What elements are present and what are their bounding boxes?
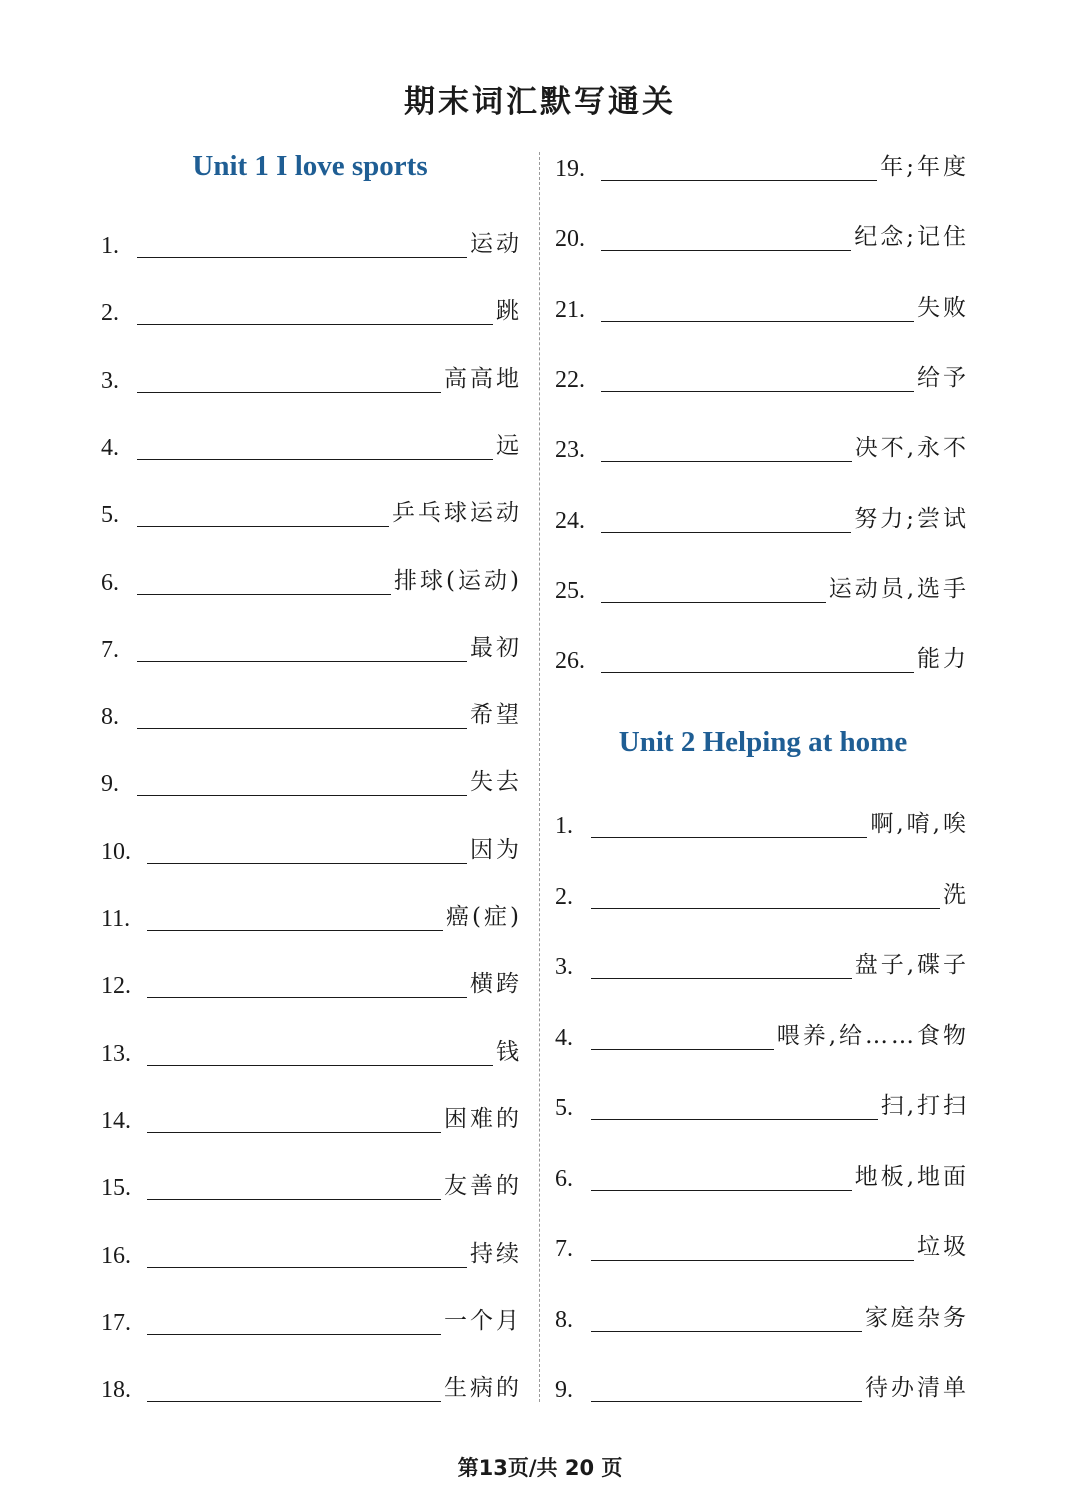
item-number: 10. <box>101 838 131 865</box>
item-number: 8. <box>555 1306 573 1333</box>
item-number: 3. <box>555 954 573 980</box>
answer-blank[interactable] <box>147 997 467 998</box>
item-number: 15. <box>101 1175 131 1202</box>
vocab-item <box>101 1297 522 1337</box>
vocab-item <box>101 1095 522 1135</box>
item-number: 9. <box>555 1377 573 1403</box>
item-number: 8. <box>101 704 119 731</box>
item-meaning: 家庭杂务 <box>865 1304 969 1331</box>
item-meaning: 待办清单 <box>865 1375 969 1401</box>
answer-blank[interactable] <box>591 1401 862 1402</box>
vocab-item <box>101 624 522 664</box>
item-number: 17. <box>101 1309 131 1336</box>
answer-blank[interactable] <box>137 661 467 662</box>
item-number: 3. <box>101 367 119 394</box>
answer-blank[interactable] <box>137 795 467 796</box>
item-meaning: 远 <box>496 432 522 459</box>
vocab-item <box>555 424 969 464</box>
item-number: 6. <box>555 1165 573 1192</box>
column-divider <box>539 152 540 1402</box>
answer-blank[interactable] <box>591 1119 878 1120</box>
item-meaning: 希望 <box>470 702 522 729</box>
item-number: 9. <box>101 771 119 798</box>
item-meaning: 一个月 <box>444 1307 522 1334</box>
item-meaning: 扫,打扫 <box>880 1093 969 1119</box>
answer-blank[interactable] <box>601 321 914 322</box>
vocab-item <box>555 1082 969 1122</box>
item-meaning: 生病的 <box>444 1375 522 1402</box>
item-number: 11. <box>101 906 131 932</box>
item-meaning: 困难的 <box>444 1105 522 1132</box>
vocab-item <box>555 635 969 675</box>
item-meaning: 运动员,选手 <box>828 575 969 602</box>
item-meaning: 垃圾 <box>917 1234 969 1260</box>
vocab-item <box>101 893 522 933</box>
item-number: 25. <box>555 577 585 604</box>
answer-blank[interactable] <box>147 1132 441 1133</box>
item-meaning: 努力;尝试 <box>854 505 969 532</box>
answer-blank[interactable] <box>137 594 391 595</box>
item-meaning: 给予 <box>917 364 969 391</box>
unit2-heading: Unit 2 Helping at home <box>618 726 908 758</box>
item-meaning: 钱 <box>496 1038 522 1065</box>
answer-blank[interactable] <box>601 180 877 181</box>
item-meaning: 喂养,给……食物 <box>776 1022 969 1049</box>
vocab-item <box>555 1012 969 1052</box>
item-number: 22. <box>555 366 585 393</box>
answer-blank[interactable] <box>147 863 467 864</box>
answer-blank[interactable] <box>147 930 443 931</box>
vocab-item <box>555 354 969 394</box>
vocab-item <box>101 1028 522 1068</box>
answer-blank[interactable] <box>591 908 940 909</box>
item-meaning: 乒乓球运动 <box>392 500 522 527</box>
answer-blank[interactable] <box>147 1199 441 1200</box>
vocab-item <box>101 1162 522 1202</box>
vocab-item <box>101 355 522 395</box>
item-number: 21. <box>555 296 585 323</box>
item-meaning: 能力 <box>917 646 969 673</box>
item-meaning: 高高地 <box>444 365 522 392</box>
answer-blank[interactable] <box>137 728 467 729</box>
item-meaning: 地板,地面 <box>854 1163 969 1190</box>
item-meaning: 友善的 <box>444 1173 522 1200</box>
item-number: 7. <box>101 636 119 663</box>
item-number: 19. <box>555 156 585 182</box>
answer-blank[interactable] <box>601 672 914 673</box>
page-title: 期末词汇默写通关 <box>404 84 676 120</box>
item-meaning: 失败 <box>917 294 969 321</box>
answer-blank[interactable] <box>147 1401 441 1402</box>
item-meaning: 运动 <box>470 231 522 257</box>
answer-blank[interactable] <box>137 459 493 460</box>
vocab-item <box>555 871 969 911</box>
answer-blank[interactable] <box>147 1267 467 1268</box>
vocab-item <box>101 1230 522 1270</box>
vocab-item <box>101 691 522 731</box>
answer-blank[interactable] <box>591 1331 862 1332</box>
item-meaning: 持续 <box>470 1240 522 1267</box>
item-number: 4. <box>101 434 119 461</box>
item-meaning: 决不,永不 <box>854 435 969 462</box>
vocab-item <box>555 284 969 324</box>
answer-blank[interactable] <box>601 461 852 462</box>
item-meaning: 啊,唷,唉 <box>870 811 969 837</box>
item-number: 26. <box>555 648 585 675</box>
answer-blank[interactable] <box>137 526 389 527</box>
item-meaning: 癌(症) <box>446 904 522 930</box>
item-number: 2. <box>101 300 119 327</box>
answer-blank[interactable] <box>601 602 826 603</box>
item-number: 5. <box>555 1095 573 1121</box>
vocab-item <box>555 1364 969 1404</box>
answer-blank[interactable] <box>601 391 914 392</box>
item-meaning: 最初 <box>470 634 522 661</box>
item-number: 2. <box>555 883 573 910</box>
answer-blank[interactable] <box>601 250 851 251</box>
item-number: 12. <box>101 973 131 1000</box>
item-meaning: 年;年度 <box>880 154 969 180</box>
item-number: 7. <box>555 1236 573 1262</box>
vocab-item <box>101 489 522 529</box>
answer-blank[interactable] <box>591 1260 914 1261</box>
answer-blank[interactable] <box>137 324 493 325</box>
item-number: 16. <box>101 1242 131 1269</box>
vocab-item <box>101 220 522 260</box>
answer-blank[interactable] <box>137 392 441 393</box>
vocab-item <box>101 1364 522 1404</box>
vocab-item <box>101 758 522 798</box>
item-number: 23. <box>555 437 585 464</box>
vocab-item <box>555 565 969 605</box>
item-meaning: 失去 <box>470 769 522 796</box>
item-meaning: 洗 <box>943 881 969 908</box>
answer-blank[interactable] <box>147 1334 441 1335</box>
item-number: 1. <box>555 813 573 839</box>
answer-blank[interactable] <box>591 1190 852 1191</box>
item-number: 18. <box>101 1377 131 1404</box>
item-number: 24. <box>555 507 585 534</box>
page-footer: 第13页/共 20 页 <box>457 1456 623 1480</box>
vocab-item <box>101 826 522 866</box>
vocab-item <box>555 213 969 253</box>
vocab-item <box>555 495 969 535</box>
answer-blank[interactable] <box>591 837 867 838</box>
item-number: 1. <box>101 233 119 259</box>
item-number: 6. <box>101 569 119 596</box>
item-meaning: 横跨 <box>470 971 522 998</box>
item-meaning: 排球(运动) <box>394 567 522 594</box>
item-number: 5. <box>101 502 119 529</box>
vocab-item <box>101 422 522 462</box>
item-number: 20. <box>555 226 585 253</box>
answer-blank[interactable] <box>601 532 851 533</box>
item-meaning: 盘子,碟子 <box>854 952 969 978</box>
item-meaning: 跳 <box>496 298 522 325</box>
item-number: 14. <box>101 1107 131 1134</box>
vocab-item <box>555 1294 969 1334</box>
vocab-item <box>555 143 969 183</box>
item-number: 13. <box>101 1040 131 1067</box>
vocab-item <box>101 960 522 1000</box>
item-meaning: 纪念;记住 <box>854 224 969 251</box>
vocab-item <box>555 800 969 840</box>
unit1-heading: Unit 1 I love sports <box>192 150 428 182</box>
item-meaning: 因为 <box>470 836 522 863</box>
answer-blank[interactable] <box>147 1065 493 1066</box>
answer-blank[interactable] <box>137 257 467 258</box>
answer-blank[interactable] <box>591 1049 774 1050</box>
vocab-item <box>555 941 969 981</box>
vocab-item <box>101 557 522 597</box>
vocab-item <box>555 1223 969 1263</box>
vocab-item <box>555 1153 969 1193</box>
vocab-item <box>101 287 522 327</box>
item-number: 4. <box>555 1024 573 1051</box>
answer-blank[interactable] <box>591 978 852 979</box>
